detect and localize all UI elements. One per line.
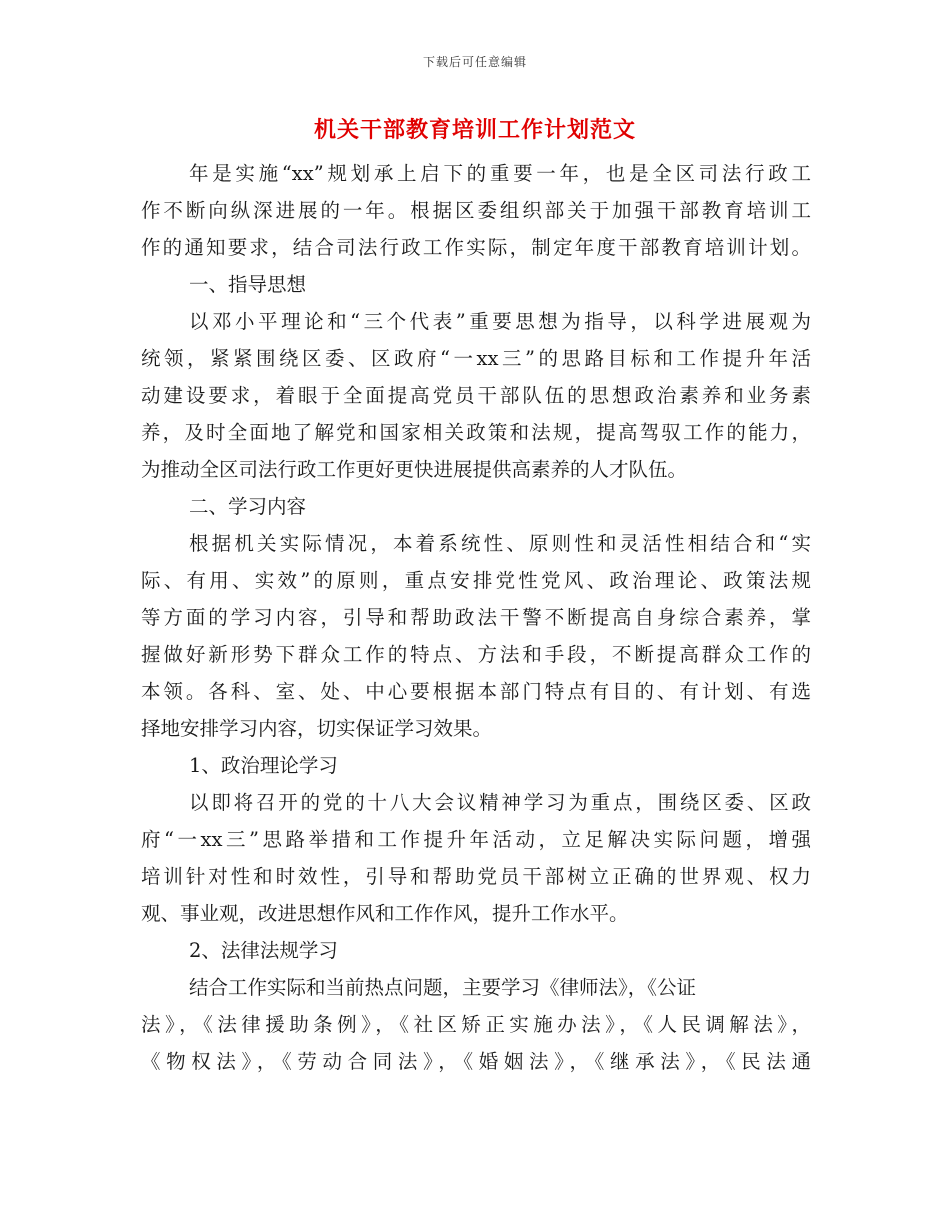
document-title: 机关干部教育培训工作计划范文: [313, 117, 636, 143]
paragraph-line: 观、事业观，改进思想作风和工作作风，提升工作水平。: [141, 902, 629, 925]
paragraph-line: 根据机关实际情况，本着系统性、原则性和灵活性相结合和“实: [189, 532, 811, 555]
paragraph-line: 为推动全区司法行政工作更好更快进展提供高素养的人才队伍。: [141, 458, 688, 481]
paragraph-line: 年是实施“xx”规划承上启下的重要一年，也是全区司法行政工: [189, 162, 811, 185]
subsection-heading: 2、法律法规学习: [189, 939, 338, 962]
page-header-note: 下载后可任意编辑: [422, 55, 527, 69]
paragraph-line: 作的通知要求，结合司法行政工作实际，制定年度干部教育培训计划。: [141, 236, 811, 259]
section-heading: 一、指导思想: [189, 273, 307, 296]
paragraph-line: 等方面的学习内容，引导和帮助政法干警不断提高自身综合素养，掌: [141, 606, 811, 629]
paragraph-line: 培训针对性和时效性，引导和帮助党员干部树立正确的世界观、权力: [141, 865, 811, 888]
paragraph-line: 以邓小平理论和“三个代表”重要思想为指导，以科学进展观为: [189, 310, 811, 333]
paragraph-line: 法》，《法律援助条例》，《社区矫正实施办法》，《人民调解法》，: [141, 1013, 811, 1036]
paragraph-line: 府“一xx三”思路举措和工作提升年活动，立足解决实际问题，增强: [141, 828, 811, 851]
paragraph-line: 养，及时全面地了解党和国家相关政策和法规，提高驾驭工作的能力，: [141, 421, 811, 444]
paragraph-line: 结合工作实际和当前热点问题，主要学习《律师法》，《公证: [189, 976, 697, 999]
paragraph-line: 作不断向纵深进展的一年。根据区委组织部关于加强干部教育培训工: [141, 199, 811, 222]
paragraph-line: 择地安排学习内容，切实保证学习效果。: [141, 717, 493, 740]
paragraph-line: 动建设要求，着眼于全面提高党员干部队伍的思想政治素养和业务素: [141, 384, 811, 407]
subsection-heading: 1、政治理论学习: [189, 754, 338, 777]
paragraph-line: 统领，紧紧围绕区委、区政府“一xx三”的思路目标和工作提升年活: [141, 347, 811, 370]
paragraph-line: 本领。各科、室、处、中心要根据本部门特点有目的、有计划、有选: [141, 680, 811, 703]
section-heading: 二、学习内容: [189, 495, 307, 518]
document-body: [141, 155, 811, 1080]
paragraph-line: 握做好新形势下群众工作的特点、方法和手段，不断提高群众工作的: [141, 643, 811, 666]
paragraph-line: 以即将召开的党的十八大会议精神学习为重点，围绕区委、区政: [189, 791, 811, 814]
paragraph-line: 《物权法》，《劳动合同法》，《婚姻法》，《继承法》，《民法通: [141, 1050, 811, 1073]
paragraph-line: 际、有用、实效”的原则，重点安排党性党风、政治理论、政策法规: [141, 569, 811, 592]
